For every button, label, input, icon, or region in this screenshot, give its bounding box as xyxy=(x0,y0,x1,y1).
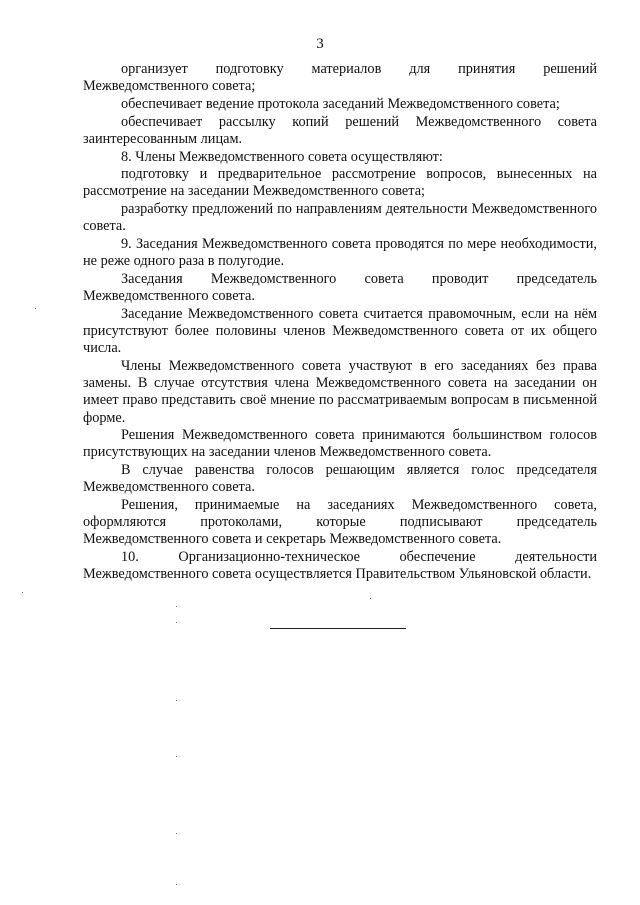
paragraph: Решения Межведомственного совета принимаются большинством голосов присутствующих на заседании членов Межведомственного совета. xyxy=(83,427,597,461)
scan-speck xyxy=(176,622,177,623)
paragraph: Члены Межведомственного совета участвуют в его заседаниях без права замены. В случае отсутствия члена Межведомственного совета на заседании он имеет право представить своё мнение по рассматриваемым вопросам в письменной форме. xyxy=(83,357,597,426)
paragraph: Заседания Межведомственного совета проводит председатель Межведомственного совета. xyxy=(83,270,597,305)
paragraph: В случае равенства голосов решающим является голос председателя Межведомственного совета. xyxy=(83,462,597,496)
scan-speck xyxy=(176,606,177,607)
paragraph: подготовку и предварительное рассмотрение вопросов, вынесенных на рассмотрение на заседании Межведомственного совета; xyxy=(83,166,597,200)
paragraph: Решения, принимаемые на заседаниях Межведомственного совета, оформляются протоколами, которые подписывают председатель Межведомственного совета и секретарь Межведомственного совета. xyxy=(83,497,597,548)
paragraph: 10. Организационно-техническое обеспечение деятельности Межведомственного совета осуществляется Правительством Ульяновской области. xyxy=(83,549,597,583)
paragraph: 8. Члены Межведомственного совета осуществляют: xyxy=(121,148,443,165)
paragraph: организует подготовку материалов для принятия решений Межведомственного совета; xyxy=(83,61,597,95)
document-body xyxy=(83,61,597,584)
scan-speck xyxy=(176,833,177,834)
scan-speck xyxy=(176,756,177,757)
scan-speck xyxy=(35,308,36,309)
paragraph: обеспечивает рассылку копий решений Межведомственного совета заинтересованным лицам. xyxy=(83,113,597,147)
paragraph: Заседание Межведомственного совета считается правомочным, если на нём присутствуют более половины членов Межведомственного совета от их общего числа. xyxy=(83,305,597,357)
scan-speck xyxy=(370,598,371,599)
scan-speck xyxy=(22,592,23,593)
scan-speck xyxy=(176,884,177,885)
end-divider-line xyxy=(270,628,406,629)
paragraph: 9. Заседания Межведомственного совета проводятся по мере необходимости, не реже одного раза в полугодие. xyxy=(83,236,597,270)
paragraph: обеспечивает ведение протокола заседаний Межведомственного совета; xyxy=(121,95,560,112)
page-number: 3 xyxy=(316,36,324,52)
paragraph: разработку предложений по направлениям деятельности Межведомственного совета. xyxy=(83,201,597,235)
scan-speck xyxy=(176,700,177,701)
